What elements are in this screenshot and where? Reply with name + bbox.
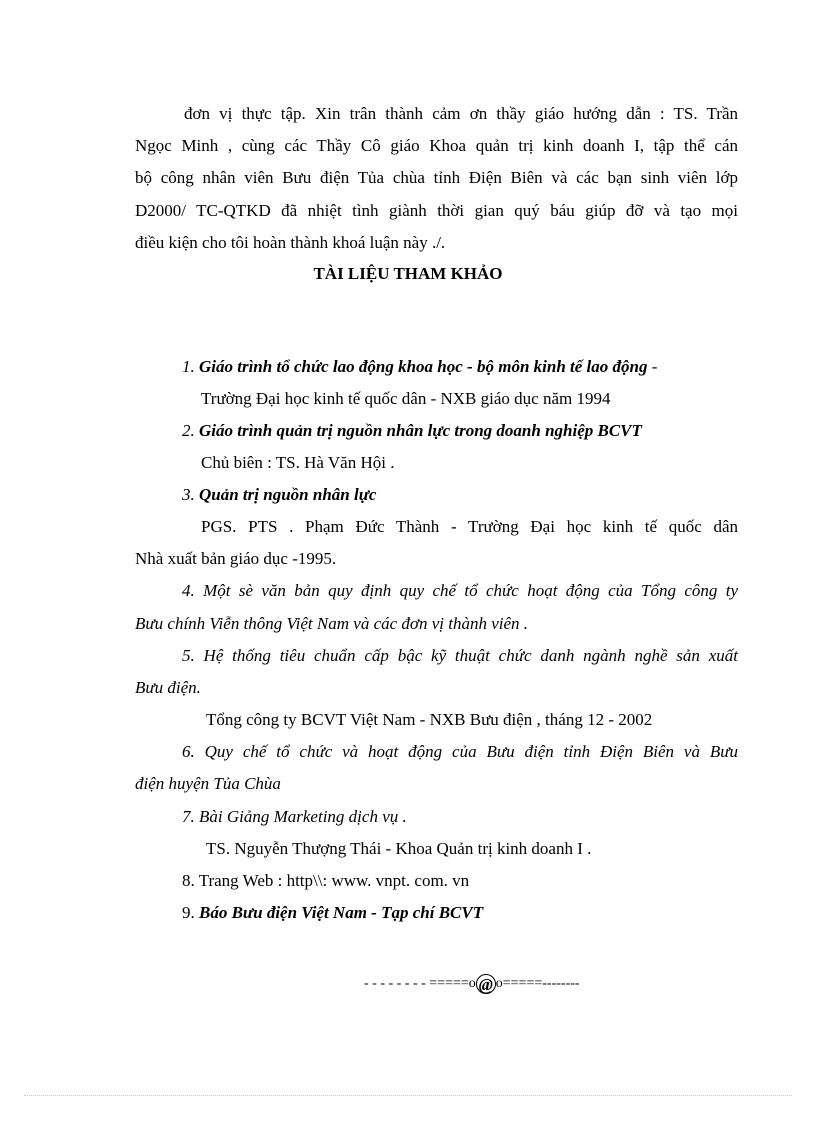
ref-3-num: 3. [182, 485, 199, 504]
ref-9-num: 9. [182, 903, 199, 922]
ref-3-line-3: Nhà xuất bản giáo dục -1995. [135, 549, 337, 568]
ref-2-line-1 [182, 420, 642, 442]
ref-4-line-2: Bưu chính Viễn thông Việt Nam và các đơn vị thành viên . [135, 614, 529, 633]
end-separator [364, 973, 580, 995]
ref-2-num: 2. [182, 421, 199, 440]
ref-5-line-1: 5. Hệ thống tiêu chuẩn cấp bậc kỹ thuật chức danh ngành nghề sản xuất [182, 646, 738, 665]
ref-9-line-1 [182, 902, 483, 924]
separator-left: - - - - - - - - =====o [364, 976, 476, 991]
ref-1-tail: - [647, 357, 658, 376]
ack-line-1: đơn vị thực tập. Xin trân thành cảm ơn thầy giáo hướng dẫn : TS. Trần [184, 104, 738, 123]
at-symbol: @ [476, 974, 496, 994]
ref-2-line-2: Chủ biên : TS. Hà Văn Hội . [201, 453, 395, 472]
ref-5-line-3: Tổng công ty BCVT Việt Nam - NXB Bưu điện , tháng 12 - 2002 [206, 710, 653, 729]
ref-5-line-2: Bưu điện. [135, 678, 201, 697]
ack-line-3: bộ công nhân viên Bưu điện Tủa chùa tỉnh Điện Biên và các bạn sinh viên lớp [135, 168, 738, 187]
ref-1-line-2: Trường Đại học kinh tế quốc dân - NXB giáo dục năm 1994 [201, 389, 611, 408]
ref-2-title: Giáo trình quản trị nguồn nhân lực trong doanh nghiệp BCVT [199, 421, 642, 440]
ref-3-line-1 [182, 484, 376, 506]
ack-line-4: D2000/ TC-QTKD đã nhiệt tình giành thời gian quý báu giúp đỡ và tạo mọi [135, 201, 738, 220]
ack-line-2: Ngọc Minh , cùng các Thầy Cô giáo Khoa quản trị kinh doanh I, tập thể cán [135, 136, 738, 155]
ref-1-title: Giáo trình tổ chức lao động khoa học - bộ môn kinh tế lao động [199, 357, 648, 376]
separator-right: o=====-------- [495, 976, 580, 991]
ref-6-line-2: điện huyện Tủa Chùa [135, 774, 281, 793]
ref-9-title: Báo Bưu điện Việt Nam - Tạp chí BCVT [199, 903, 484, 922]
ref-7-line-1: 7. Bài Giảng Marketing dịch vụ . [182, 807, 407, 826]
ref-1-num: 1. [182, 357, 199, 376]
ref-8-line-1: 8. Trang Web : http\\: www. vnpt. com. vn [182, 871, 470, 890]
ref-6-line-1: 6. Quy chế tổ chức và hoạt động của Bưu điện tỉnh Điện Biên và Bưu [182, 742, 738, 761]
ref-4-line-1: 4. Một sè văn bản quy định quy chế tổ chức hoạt động của Tổng công ty [182, 581, 738, 600]
references-heading: TÀI LIỆU THAM KHẢO [313, 264, 503, 283]
ref-3-title: Quản trị nguồn nhân lực [199, 485, 377, 504]
ref-3-line-2: PGS. PTS . Phạm Đức Thành - Trường Đại học kinh tế quốc dân [201, 517, 738, 536]
ref-7-line-2: TS. Nguyễn Thượng Thái - Khoa Quản trị kinh doanh I . [206, 839, 592, 858]
page-bottom-divider [24, 1095, 792, 1096]
ack-line-5: điều kiện cho tôi hoàn thành khoá luận này ./. [135, 233, 446, 252]
ref-1-line-1 [182, 356, 657, 378]
